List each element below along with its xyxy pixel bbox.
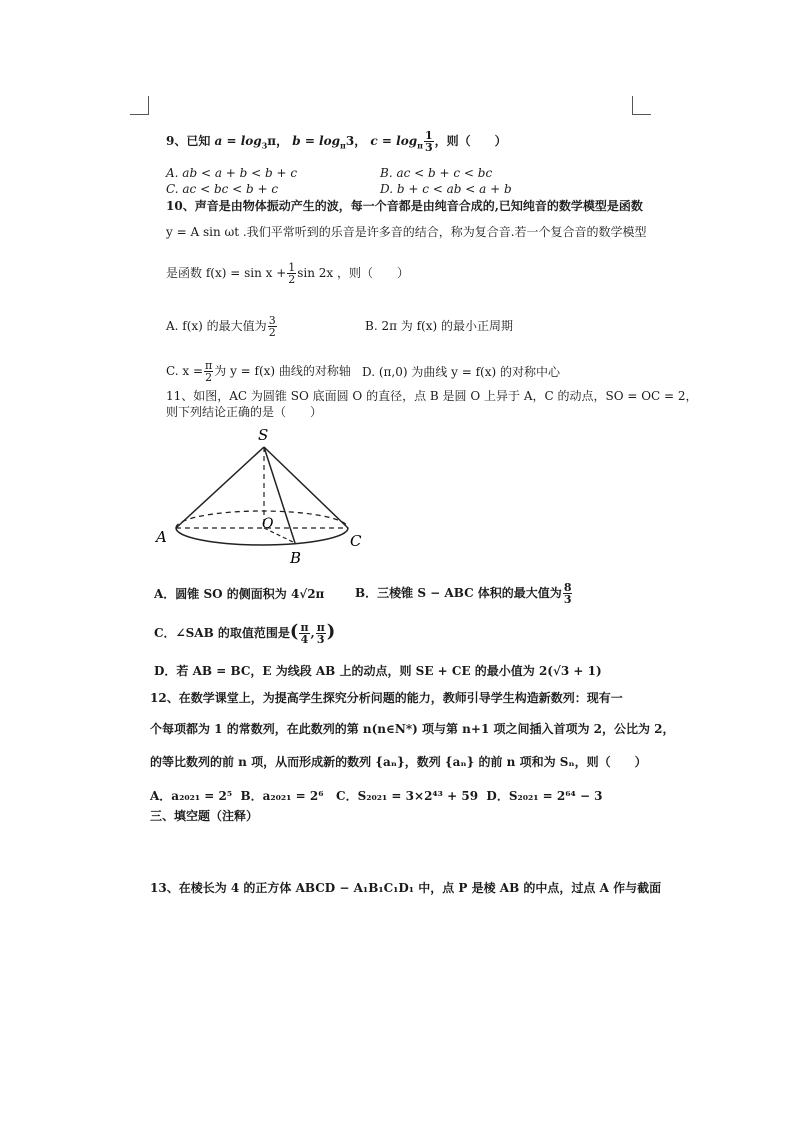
question-10-option-d: D. (π,0) 为曲线 y = f(x) 的对称中心 (362, 365, 561, 379)
question-11-option-d: D．若 AB = BC，E 为线段 AB 上的动点，则 SE + CE 的最小值为 2(√3 + 1) (154, 664, 602, 678)
question-10-option-a: A. f(x) 的最大值为 $\frac{3}{2}$ (166, 314, 276, 339)
question-9-option-b: B. ac < b + c < bc (380, 166, 493, 180)
question-11-option-b: B．三棱锥 S − ABC 体积的最大值为 $\frac{8}{3}$ (355, 581, 572, 606)
section-3-heading: 三、填空题（注释） (150, 809, 259, 823)
question-11-line-2: 则下列结论正确的是（ ） (166, 405, 323, 419)
question-11-option-a: A．圆锥 SO 的侧面积为 4√2π (154, 587, 325, 601)
question-12-option-a: A．a₂₀₂₁ = 2⁵ (150, 789, 233, 803)
question-12-line-3: 的等比数列的前 n 项，从而形成新的数列 {aₙ}，数列 {aₙ} 的前 n 项和为 Sₙ，则（ ） (150, 755, 647, 769)
label-a: A (156, 528, 167, 546)
question-10-option-b: B. 2π 为 f(x) 的最小正周期 (365, 319, 513, 333)
question-11-line-1: 11、如图，AC 为圆锥 SO 底面圆 O 的直径，点 B 是圆 O 上异于 A，C 的动点，SO = OC = 2， (166, 389, 698, 403)
label-b: B (290, 549, 302, 567)
crop-mark-top-right (632, 96, 651, 115)
edge-sa (176, 447, 264, 528)
question-12-line-2: 个每项都为 1 的常数列，在此数列的第 n(n∈N*) 项与第 n+1 项之间插入首项为 2，公比为 2， (150, 722, 675, 736)
label-s: S (258, 426, 269, 444)
question-11-option-c: C．∠SAB 的取值范围是( $\frac{\pi}{4}$ , $\frac{\pi}{3}$ ) (154, 621, 336, 646)
question-9-option-d: D. b + c < ab < a + b (380, 182, 512, 196)
question-10-line-1: 10、声音是由物体振动产生的波，每一个音都是由纯音合成的,已知纯音的数学模型是函数 (166, 199, 643, 213)
cone-figure (150, 420, 380, 570)
question-13-line-1: 13、在棱长为 4 的正方体 ABCD − A₁B₁C₁D₁ 中，点 P 是棱 AB 的中点，过点 A 作与截面 (150, 881, 662, 895)
label-o: O (262, 516, 274, 532)
question-9-option-a: A. ab < a + b < b + c (166, 166, 298, 180)
question-12-option-b: B．a₂₀₂₁ = 2⁶ (240, 789, 324, 803)
crop-mark-top-left (130, 96, 149, 115)
question-12-option-c: C．S₂₀₂₁ = 3×2⁴³ + 59 (336, 789, 479, 803)
question-10-line-2: y = A sin ωt .我们平常听到的乐音是许多音的结合，称为复合音.若一个复合音的数学模型 (166, 225, 647, 239)
label-c: C (350, 532, 362, 550)
question-9-option-c: C. ac < bc < b + c (166, 182, 279, 196)
question-9-stem: 9、已知 $a = \log_3\pi$， $b = \log_\pi 3$， $c = \log_\pi$ $\frac{1}{3}$ ，则（ ） (166, 129, 507, 154)
question-12-line-1: 12、在数学课堂上，为提高学生探究分析问题的能力，教师引导学生构造新数列：现有一 (150, 691, 623, 705)
question-10-line-3: 是函数 f(x) = sin x + $\frac{1}{2}$ sin 2x ，则（ ） (166, 261, 410, 286)
question-12-option-d: D．S₂₀₂₁ = 2⁶⁴ − 3 (486, 789, 603, 803)
question-12-options (150, 788, 603, 804)
question-10-option-c: C. x = $\frac{\pi}{2}$ 为 y = f(x) 曲线的对称轴 (166, 359, 351, 384)
